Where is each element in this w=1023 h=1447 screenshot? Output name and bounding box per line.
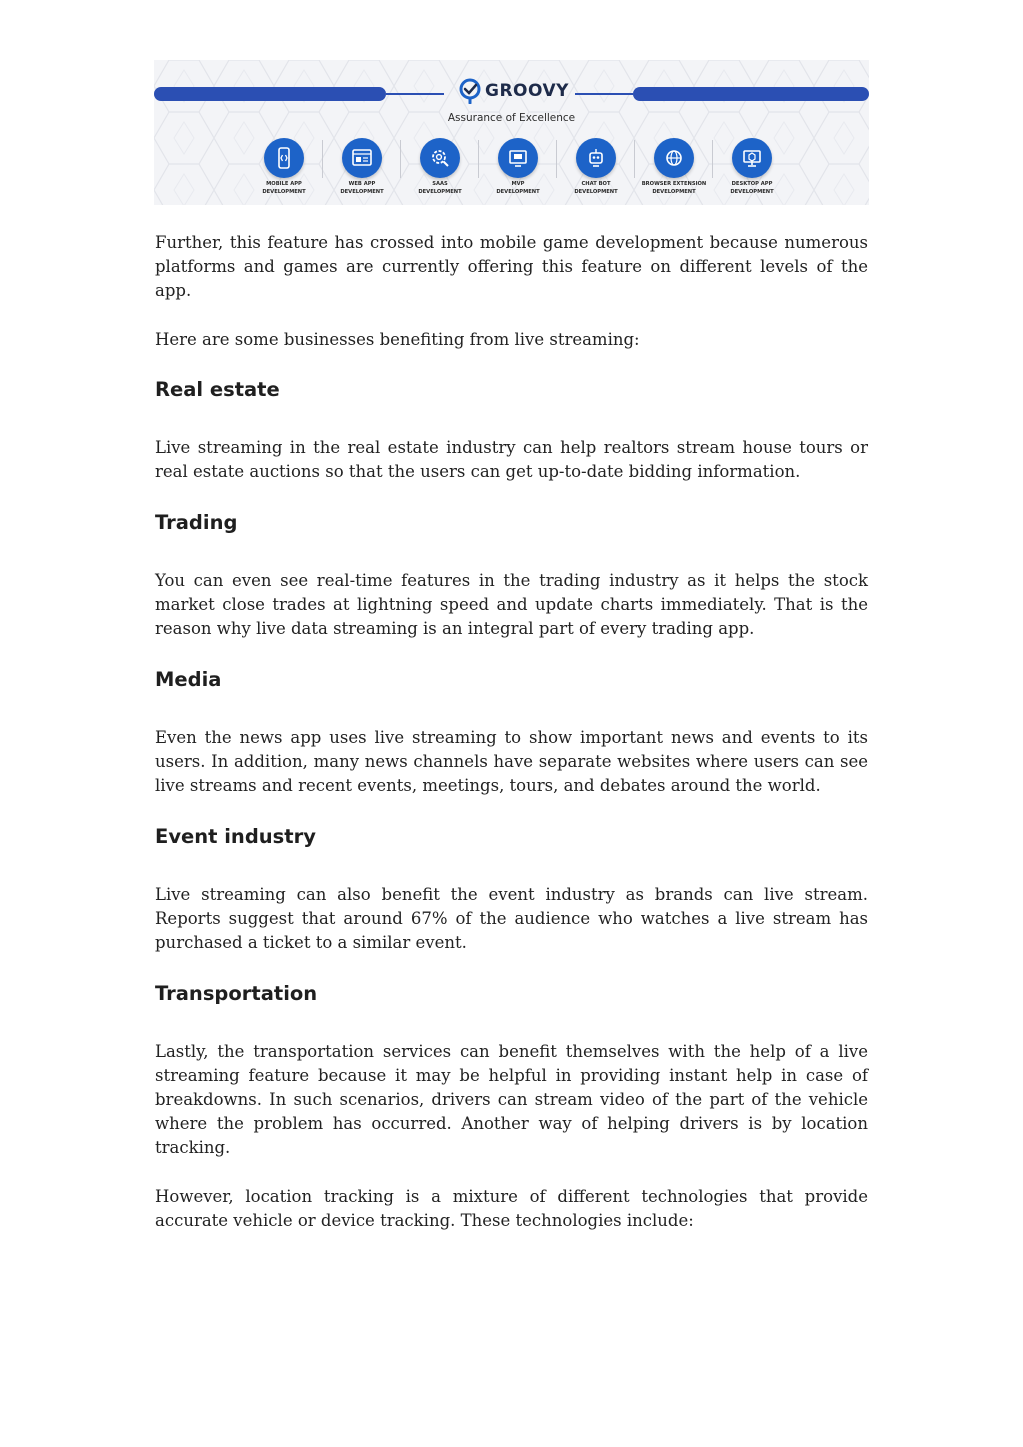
- service-label-line2: DEVELOPMENT: [262, 188, 306, 195]
- section-body-trading: You can even see real-time features in the trading industry as it helps the stock market close trades at lightning speed and update charts immediately. That is the reason why live data streaming is an integral part of every trading app.: [155, 571, 868, 638]
- groovy-banner: [154, 60, 869, 205]
- service-label-line1: WEB APP: [348, 181, 376, 187]
- shield-check-icon: [459, 78, 481, 104]
- service-divider: [322, 140, 323, 178]
- service-divider: [634, 140, 635, 178]
- globe-network-icon: [654, 138, 694, 178]
- service-chat-bot: [559, 138, 633, 196]
- service-label-line2: DEVELOPMENT: [340, 188, 384, 195]
- web-browser-icon: [342, 138, 382, 178]
- section-heading-trading: Trading: [155, 511, 238, 534]
- banner-line-right: [575, 93, 633, 95]
- section-body-event-industry: Live streaming can also benefit the event industry as brands can live stream. Reports suggest that around 67% of the audience who watches a live stream has purchased a ticket to a similar event.: [155, 885, 868, 952]
- service-web-app: [325, 138, 399, 196]
- service-mobile-app: [247, 138, 321, 196]
- service-divider: [712, 140, 713, 178]
- mvp-screen-icon: [498, 138, 538, 178]
- service-label-line1: DESKTOP APP: [731, 181, 773, 187]
- service-label-line1: BROWSER EXTENSION: [641, 181, 707, 187]
- service-label-line2: DEVELOPMENT: [730, 188, 774, 195]
- banner-bar-left: [154, 87, 386, 101]
- gear-search-icon: [420, 138, 460, 178]
- service-desktop-app: [715, 138, 789, 196]
- groovy-logo: [459, 78, 569, 106]
- service-label-line1: MOBILE APP: [266, 181, 302, 187]
- closing-paragraph: However, location tracking is a mixture of different technologies that provide accurate vehicle or device tracking. These technologies include:: [155, 1187, 868, 1230]
- section-heading-media: Media: [155, 668, 222, 691]
- service-mvp: [481, 138, 555, 196]
- section-heading-transportation: Transportation: [155, 982, 318, 1005]
- service-label-line1: SAAS: [432, 181, 448, 187]
- section-body-real-estate: Live streaming in the real estate industry can help realtors stream house tours or real estate auctions so that the users can get up-to-date bidding information.: [155, 438, 868, 481]
- service-label-line1: MVP: [511, 181, 525, 187]
- section-body-media: Even the news app uses live streaming to show important news and events to its users. In addition, many news channels have separate websites where users can see live streams and recent events, meetings, tours, and debates around the world.: [155, 728, 868, 795]
- banner-line-left: [386, 93, 444, 95]
- mobile-code-icon: [264, 138, 304, 178]
- banner-bar-right: [633, 87, 869, 101]
- section-heading-event-industry: Event industry: [155, 825, 316, 848]
- service-divider: [556, 140, 557, 178]
- section-heading-real-estate: Real estate: [155, 378, 280, 401]
- intro-lead-in: Here are some businesses benefiting from live streaming:: [155, 330, 640, 349]
- brand-tagline: Assurance of Excellence: [447, 112, 576, 124]
- intro-paragraph: Further, this feature has crossed into mobile game development because numerous platforms and games are currently offering this feature on different levels of the app.: [155, 233, 868, 300]
- service-label-line1: CHAT BOT: [581, 181, 611, 187]
- service-divider: [478, 140, 479, 178]
- service-label-line2: DEVELOPMENT: [418, 188, 462, 195]
- service-label-line2: DEVELOPMENT: [652, 188, 696, 195]
- service-label-line2: DEVELOPMENT: [574, 188, 618, 195]
- service-saas: [403, 138, 477, 196]
- service-divider: [400, 140, 401, 178]
- service-label-line2: DEVELOPMENT: [496, 188, 540, 195]
- brand-name: GROOVY: [485, 81, 569, 101]
- section-body-transportation: Lastly, the transportation services can benefit themselves with the help of a live streaming feature because it may be helpful in providing instant help in case of breakdowns. In such scenarios, drivers can stream video of the part of the vehicle where the problem has occurred. Another way of helping drivers is by location tracking.: [155, 1042, 868, 1157]
- desktop-monitor-icon: [732, 138, 772, 178]
- robot-icon: [576, 138, 616, 178]
- service-browser-extension: [637, 138, 711, 196]
